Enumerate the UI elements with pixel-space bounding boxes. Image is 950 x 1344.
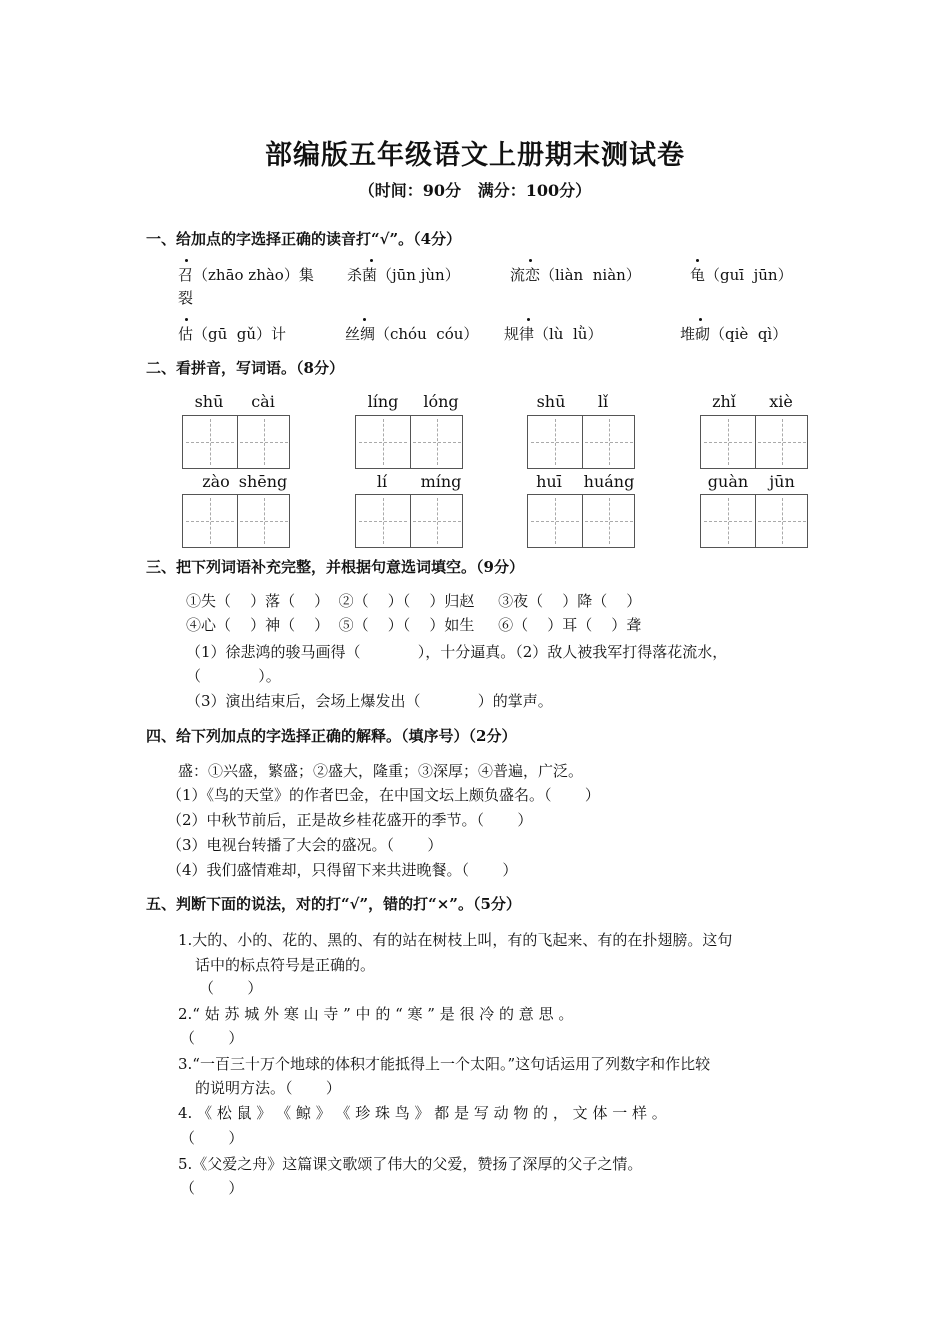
section5-q1-cont: 话中的标点符号是正确的。	[195, 956, 376, 974]
section1-item: 堆砌（qiè qì）	[680, 325, 788, 343]
pinyin-label: lǐ	[597, 392, 609, 411]
writing-grid[interactable]	[527, 415, 635, 469]
pinyin-row-1	[0, 392, 950, 472]
pinyin-label: xiè	[769, 392, 793, 411]
word-group	[527, 392, 637, 472]
word-group	[700, 392, 810, 472]
writing-grid[interactable]	[527, 494, 635, 548]
answer-paren[interactable]: （ ）	[199, 979, 263, 997]
section4-item: （3）电视台转播了大会的盛况。（ ）	[167, 836, 443, 854]
section3-heading: 三、把下列词语补充完整，并根据句意选词填空。（9分）	[146, 558, 524, 576]
section3-line: （1）徐悲鸿的骏马画得（ ），十分逼真。（2）敌人被我军打得落花流水，	[186, 643, 728, 661]
word-group	[182, 472, 292, 552]
section5-q1: 1.大的、小的、花的、黑的、有的站在树枝上叫，有的飞起来、有的在扑翅膀。这句	[178, 931, 733, 949]
pinyin-label: huī	[536, 472, 562, 491]
section1-item: 估（gū gǔ）计	[178, 325, 287, 343]
pinyin-label: shū	[194, 392, 224, 411]
section4-item: （1）《鸟的天堂》的作者巴金，在中国文坛上颇负盛名。（ ）	[167, 786, 600, 804]
word-group	[527, 472, 637, 552]
section4-item: （4）我们盛情难却，只得留下来共进晚餐。（ ）	[167, 861, 518, 879]
section1-item: 流恋（liàn niàn）	[510, 266, 641, 284]
answer-paren[interactable]: （ ）	[180, 1179, 244, 1197]
section5-heading: 五、判断下面的说法，对的打“√”，错的打“×”。（5分）	[146, 895, 521, 913]
pinyin-label: huáng	[583, 472, 635, 491]
section5-q2: 2.“ 姑 苏 城 外 寒 山 寺 ” 中 的 “ 寒 ” 是 很 冷 的 意 思 。	[178, 1005, 574, 1023]
section5-q3: 3.“一百三十万个地球的体积才能抵得上一个太阳。”这句话运用了列数字和作比较	[178, 1055, 711, 1073]
writing-grid[interactable]	[700, 494, 808, 548]
answer-paren[interactable]: （ ）	[180, 1029, 244, 1047]
section4-item: （2）中秋节前后，正是故乡桂花盛开的季节。（ ）	[167, 811, 533, 829]
word-group	[700, 472, 810, 552]
writing-grid[interactable]	[182, 415, 290, 469]
pinyin-label: zhǐ	[712, 392, 736, 411]
pinyin-label: lóng	[423, 392, 459, 411]
pinyin-label: cài	[251, 392, 275, 411]
section1-heading: 一、给加点的字选择正确的读音打“√”。（4分）	[146, 230, 462, 248]
writing-grid[interactable]	[355, 415, 463, 469]
section3-line: ④心（ ）神（ ） ⑤（ ）（ ）如生 ⑥（ ）耳（ ）聋	[186, 616, 642, 634]
pinyin-label: líng	[367, 392, 399, 411]
writing-grid[interactable]	[700, 415, 808, 469]
pinyin-label: jūn	[769, 472, 795, 491]
pinyin-row-2	[0, 472, 950, 552]
page-subtitle: （时间：90分 满分：100分）	[358, 181, 592, 200]
pinyin-label: guàn	[707, 472, 749, 491]
word-group	[355, 392, 465, 472]
section1-item: 杀菌（jūn jùn）	[347, 266, 460, 284]
section1-item: 丝绸（chóu cóu）	[345, 325, 479, 343]
section1-item: 裂	[178, 289, 194, 307]
section2-heading: 二、看拼音，写词语。（8分）	[146, 359, 344, 377]
pinyin-label: míng	[420, 472, 462, 491]
word-group	[182, 392, 292, 472]
section1-item: 规律（lù lǜ）	[504, 325, 603, 343]
writing-grid[interactable]	[355, 494, 463, 548]
answer-paren[interactable]: （ ）	[180, 1129, 244, 1147]
section1-item: 召（zhāo zhào）集	[178, 266, 314, 284]
word-group	[355, 472, 465, 552]
pinyin-label: zào	[202, 472, 230, 491]
writing-grid[interactable]	[182, 494, 290, 548]
section3-line: （ ）。	[186, 667, 281, 685]
page-title: 部编版五年级语文上册期末测试卷	[265, 140, 685, 171]
section4-heading: 四、给下列加点的字选择正确的解释。（填序号）（2分）	[146, 727, 517, 745]
section3-line: ①失（ ）落（ ） ②（ ）（ ）归赵 ③夜（ ）降（ ）	[186, 592, 642, 610]
section4-definition: 盛：①兴盛，繁盛；②盛大，隆重；③深厚；④普遍，广泛。	[178, 762, 584, 780]
section1-item: 龟（guī jūn）	[690, 266, 793, 284]
section5-q3-cont: 的说明方法。（ ）	[195, 1079, 341, 1097]
pinyin-label: shēng	[238, 472, 288, 491]
section5-q5: 5.《父爱之舟》这篇课文歌颂了伟大的父爱，赞扬了深厚的父子之情。	[178, 1155, 643, 1173]
section5-q4: 4. 《 松 鼠 》 《 鲸 》 《 珍 珠 鸟 》 都 是 写 动 物 的 ， 文 体 一 样 。	[178, 1104, 667, 1122]
section3-line: （3）演出结束后，会场上爆发出（ ）的掌声。	[186, 692, 553, 710]
pinyin-label: lí	[376, 472, 388, 491]
pinyin-label: shū	[536, 392, 566, 411]
